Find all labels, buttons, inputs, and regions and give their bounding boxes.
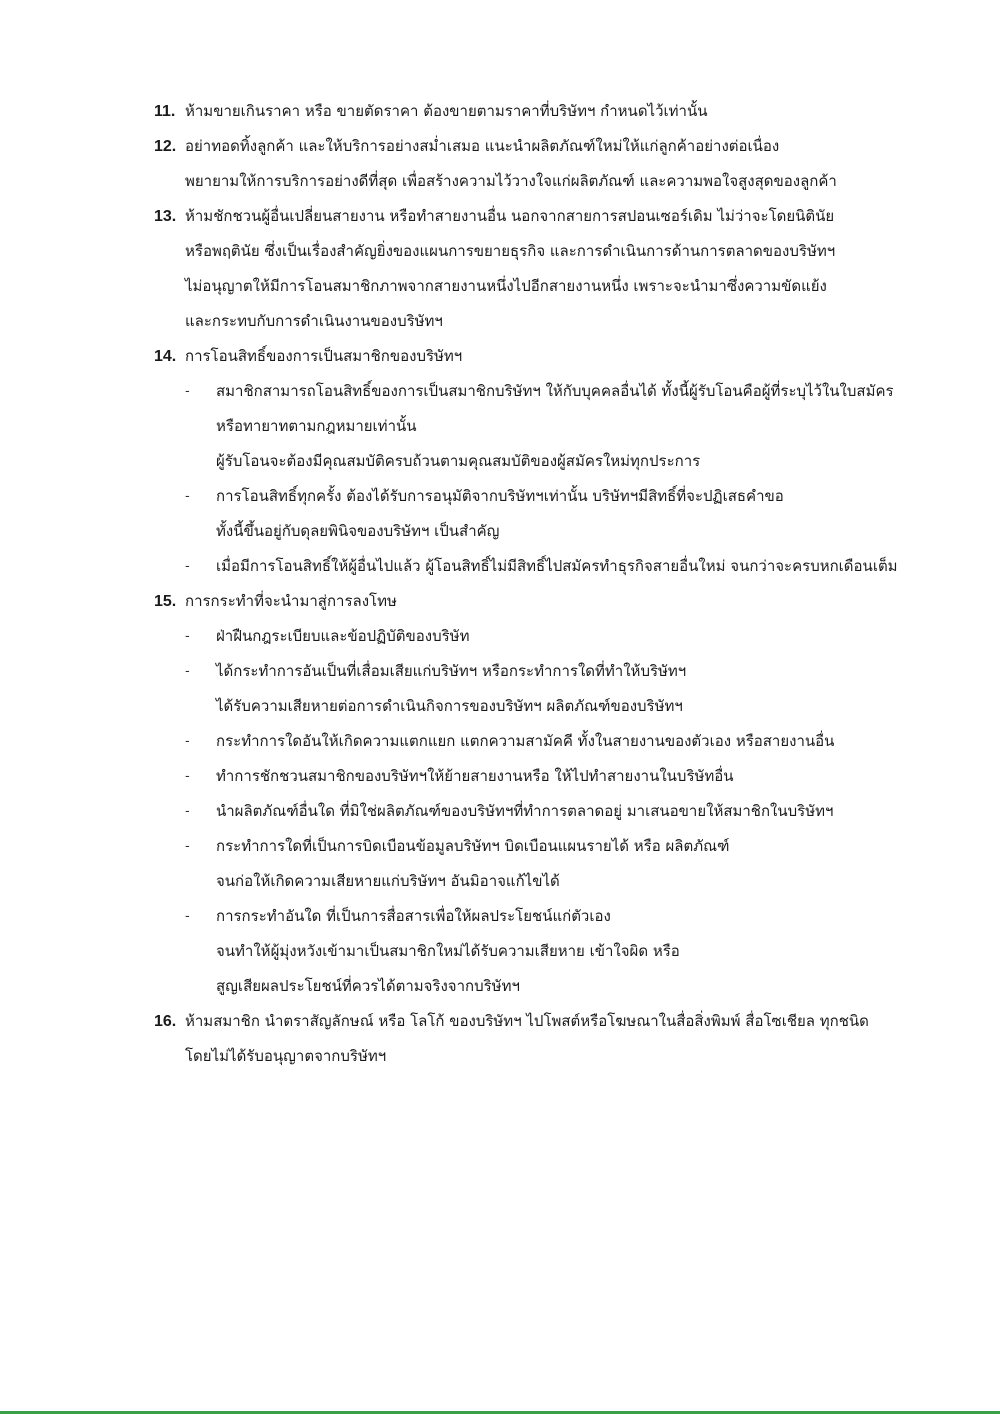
rule-number: 11. — [154, 103, 176, 120]
sub-rule-text: ได้กระทำการอันเป็นที่เสื่อมเสียแก่บริษัทฯ หรือกระทำการใดที่ทำให้บริษัทฯ — [216, 662, 687, 680]
rule-number: 15. — [154, 593, 177, 610]
sub-rule-line — [148, 444, 908, 479]
rule-number: 14. — [154, 348, 177, 365]
rule-line — [148, 269, 908, 304]
bullet-dash: - — [185, 384, 190, 399]
bullet-dash: - — [185, 909, 190, 924]
rule-line — [148, 199, 908, 234]
bullet-dash: - — [185, 734, 190, 749]
sub-rule-line — [148, 934, 908, 969]
sub-rule-text: เมื่อมีการโอนสิทธิ์ให้ผู้อื่นไปแล้ว ผู้โอนสิทธิ์ไม่มีสิทธิ์ไปสมัครทำธุรกิจสายอื่นใหม่ จนกว่าจะครบหกเดือนเต็ม — [216, 557, 898, 575]
sub-rule-text: ทำการชักชวนสมาชิกของบริษัทฯให้ย้ายสายงานหรือ ให้ไปทำสายงานในบริษัทอื่น — [216, 767, 734, 785]
bullet-dash: - — [185, 839, 190, 854]
rule-line — [148, 1004, 908, 1039]
bullet-dash: - — [185, 489, 190, 504]
rule-text: โดยไม่ได้รับอนุญาตจากบริษัทฯ — [185, 1047, 387, 1065]
rule-line — [148, 94, 908, 129]
rule-text: อย่าทอดทิ้งลูกค้า และให้บริการอย่างสม่ำเสมอ แนะนำผลิตภัณฑ์ใหม่ให้แก่ลูกค้าอย่างต่อเนื่อง — [185, 137, 780, 155]
rule-text: และกระทบกับการดำเนินงานของบริษัทฯ — [185, 312, 443, 330]
rule-line — [148, 584, 908, 619]
sub-rule-line — [148, 619, 908, 654]
rule-line — [148, 304, 908, 339]
bullet-dash: - — [185, 629, 190, 644]
rule-line — [148, 1039, 908, 1074]
sub-rule-text: ผู้รับโอนจะต้องมีคุณสมบัติครบถ้วนตามคุณสมบัติของผู้สมัครใหม่ทุกประการ — [216, 452, 701, 470]
sub-rule-line — [148, 759, 908, 794]
sub-rule-line — [148, 689, 908, 724]
bullet-dash: - — [185, 559, 190, 574]
sub-rule-line — [148, 864, 908, 899]
rule-text: ห้ามชักชวนผู้อื่นเปลี่ยนสายงาน หรือทำสายงานอื่น นอกจากสายการสปอนเซอร์เดิม ไม่ว่าจะโดยนิตินัย — [185, 207, 835, 225]
bullet-dash: - — [185, 664, 190, 679]
sub-rule-text: หรือทายาทตามกฎหมายเท่านั้น — [216, 417, 417, 435]
rule-item — [148, 339, 908, 584]
rule-text: การกระทำที่จะนำมาสู่การลงโทษ — [185, 592, 397, 610]
rule-text: หรือพฤตินัย ซึ่งเป็นเรื่องสำคัญยิ่งของแผนการขยายธุรกิจ และการดำเนินการด้านการตลาดของบริษัทฯ — [185, 242, 836, 260]
sub-rule-text: การโอนสิทธิ์ทุกครั้ง ต้องได้รับการอนุมัติจากบริษัทฯเท่านั้น บริษัทฯมีสิทธิ์ที่จะปฏิเสธคำขอ — [216, 487, 784, 505]
sub-rule-line — [148, 794, 908, 829]
rule-text: ไม่อนุญาตให้มีการโอนสมาชิกภาพจากสายงานหนึ่งไปอีกสายงานหนึ่ง เพราะจะนำมาซึ่งความขัดแย้ง — [185, 277, 827, 295]
sub-rule-line — [148, 514, 908, 549]
sub-rule-text: จนก่อให้เกิดความเสียหายแก่บริษัทฯ อันมิอาจแก้ไขได้ — [216, 872, 560, 890]
rule-text: ห้ามขายเกินราคา หรือ ขายตัดราคา ต้องขายตามราคาที่บริษัทฯ กำหนดไว้เท่านั้น — [185, 102, 708, 120]
rule-number: 13. — [154, 208, 177, 225]
rule-text: ห้ามสมาชิก นำตราสัญลักษณ์ หรือ โลโก้ ของบริษัทฯ ไปโพสต์หรือโฆษณาในสื่อสิ่งพิมพ์ สื่อโซเชียล ทุกชนิด — [185, 1012, 869, 1030]
sub-rule-line — [148, 549, 908, 584]
sub-rule-line — [148, 479, 908, 514]
sub-rule-line — [148, 724, 908, 759]
rule-number: 12. — [154, 138, 177, 155]
sub-rule-line — [148, 654, 908, 689]
rule-item — [148, 94, 908, 129]
sub-rule-text: การกระทำอันใด ที่เป็นการสื่อสารเพื่อให้ผลประโยชน์แก่ตัวเอง — [216, 907, 611, 925]
rules-list — [148, 94, 908, 1074]
rule-line — [148, 129, 908, 164]
sub-rule-line — [148, 409, 908, 444]
rule-text: การโอนสิทธิ์ของการเป็นสมาชิกของบริษัทฯ — [185, 347, 463, 365]
sub-rule-line — [148, 969, 908, 1004]
sub-rule-text: ได้รับความเสียหายต่อการดำเนินกิจการของบริษัทฯ ผลิตภัณฑ์ของบริษัทฯ — [216, 697, 683, 715]
rule-line — [148, 164, 908, 199]
rule-line — [148, 234, 908, 269]
rule-text: พยายามให้การบริการอย่างดีที่สุด เพื่อสร้างความไว้วางใจแก่ผลิตภัณฑ์ และความพอใจสูงสุดของลูกค้า — [185, 172, 837, 190]
rule-item — [148, 129, 908, 199]
sub-rule-text: ฝ่าฝืนกฎระเบียบและข้อปฏิบัติของบริษัท — [216, 627, 470, 645]
sub-rule-text: จนทำให้ผู้มุ่งหวังเข้ามาเป็นสมาชิกใหม่ได้รับความเสียหาย เข้าใจผิด หรือ — [216, 942, 680, 960]
bullet-dash: - — [185, 804, 190, 819]
sub-rule-text: สมาชิกสามารถโอนสิทธิ์ของการเป็นสมาชิกบริษัทฯ ให้กับบุคคลอื่นได้ ทั้งนี้ผู้รับโอนคือผู้ที่ระบุไว้ในใบสมัคร — [216, 382, 894, 400]
sub-rule-line — [148, 829, 908, 864]
rule-item — [148, 584, 908, 1004]
sub-rule-text: ทั้งนี้ขึ้นอยู่กับดุลยพินิจของบริษัทฯ เป็นสำคัญ — [216, 522, 500, 540]
sub-rule-text: กระทำการใดที่เป็นการบิดเบือนข้อมูลบริษัทฯ บิดเบือนแผนรายได้ หรือ ผลิตภัณฑ์ — [216, 837, 730, 855]
rule-item — [148, 1004, 908, 1074]
sub-rule-text: กระทำการใดอันให้เกิดความแตกแยก แตกความสามัคคี ทั้งในสายงานของตัวเอง หรือสายงานอื่น — [216, 732, 835, 750]
sub-rule-line — [148, 374, 908, 409]
sub-rule-line — [148, 899, 908, 934]
bullet-dash: - — [185, 769, 190, 784]
rule-line — [148, 339, 908, 374]
rule-number: 16. — [154, 1013, 177, 1030]
sub-rule-text: นำผลิตภัณฑ์อื่นใด ที่มิใช่ผลิตภัณฑ์ของบริษัทฯที่ทำการตลาดอยู่ มาเสนอขายให้สมาชิกในบริษัทฯ — [216, 802, 834, 820]
rule-item — [148, 199, 908, 339]
sub-rule-text: สูญเสียผลประโยชน์ที่ควรได้ตามจริงจากบริษัทฯ — [216, 977, 520, 995]
